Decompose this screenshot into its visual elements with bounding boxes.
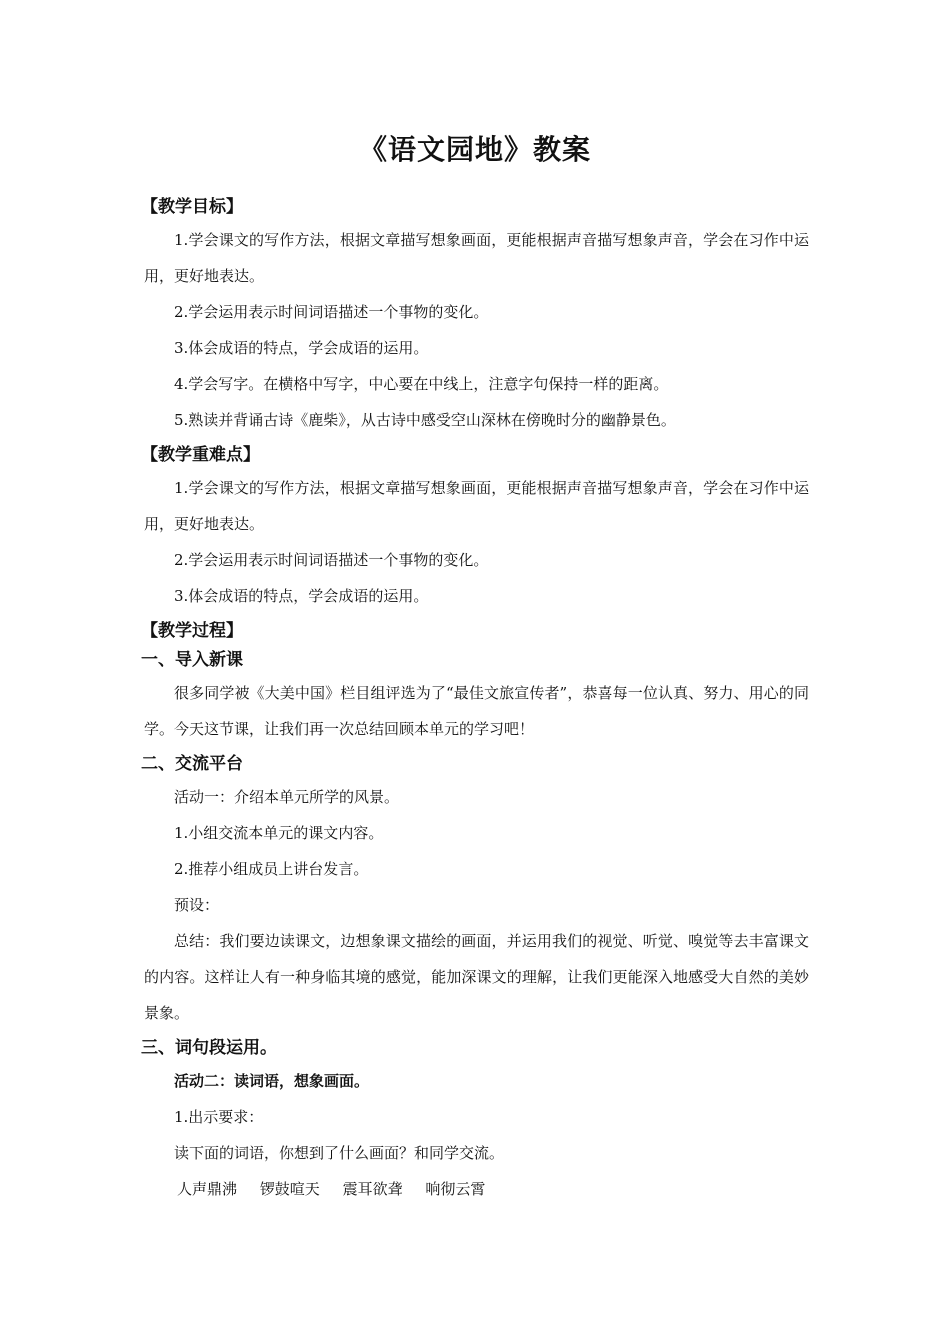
idiom-item: 人声鼎沸	[177, 1180, 238, 1198]
intro-paragraph: 很多同学被《大美中国》栏目组评选为了“最佳文旅宣传者”，恭喜每一位认真、努力、用心的同学。今天这节课，让我们再一次总结回顾本单元的学习吧！	[144, 684, 809, 738]
section-heading-process: 【教学过程】	[141, 621, 243, 641]
idiom-item: 震耳欲聋	[342, 1180, 403, 1198]
key-point-1: 1.学会课文的写作方法，根据文章描写想象画面，更能根据声音描写想象声音，学会在习作中运用，更好地表达。	[144, 479, 809, 533]
idiom-item: 响彻云霄	[425, 1180, 486, 1198]
objective-1: 1.学会课文的写作方法，根据文章描写想象画面，更能根据声音描写想象声音，学会在习作中运用，更好地表达。	[144, 231, 809, 285]
section-heading-objectives: 【教学目标】	[141, 197, 243, 217]
key-point-2: 2.学会运用表示时间词语描述一个事物的变化。	[174, 551, 489, 569]
document-body	[141, 190, 809, 1207]
section-heading-key-points: 【教学重难点】	[141, 445, 260, 465]
document-title: 《语文园地》教案	[358, 133, 591, 166]
idiom-item: 锣鼓喧天	[259, 1180, 320, 1198]
section-heading-application: 三、词句段运用。	[141, 1038, 277, 1058]
exchange-activity: 活动一：介绍本单元所学的风景。	[174, 788, 400, 806]
objective-2: 2.学会运用表示时间词语描述一个事物的变化。	[174, 303, 489, 321]
application-instruction: 读下面的词语，你想到了什么画面？和同学交流。	[174, 1144, 505, 1162]
section-heading-exchange: 二、交流平台	[141, 754, 243, 774]
objective-3: 3.体会成语的特点，学会成语的运用。	[174, 339, 429, 357]
exchange-summary: 总结：我们要边读课文，边想象课文描绘的画面，并运用我们的视觉、听觉、嗅觉等去丰富课文的内容。这样让人有一种身临其境的感觉，能加深课文的理解，让我们更能深入地感受大自然的美妙景象。	[144, 932, 809, 1022]
application-step-1: 1.出示要求：	[174, 1108, 264, 1126]
exchange-step-1: 1.小组交流本单元的课文内容。	[174, 824, 384, 842]
idiom-list	[177, 1171, 809, 1207]
exchange-step-2: 2.推荐小组成员上讲台发言。	[174, 860, 369, 878]
key-point-3: 3.体会成语的特点，学会成语的运用。	[174, 587, 429, 605]
objective-5: 5.熟读并背诵古诗《鹿柴》，从古诗中感受空山深林在傍晚时分的幽静景色。	[174, 411, 676, 429]
section-heading-intro: 一、导入新课	[141, 650, 243, 670]
activity-two-heading: 活动二：读词语，想象画面。	[174, 1072, 370, 1090]
objective-4: 4.学会写字。在横格中写字，中心要在中线上，注意字句保持一样的距离。	[174, 375, 669, 393]
exchange-preset: 预设：	[174, 896, 220, 914]
